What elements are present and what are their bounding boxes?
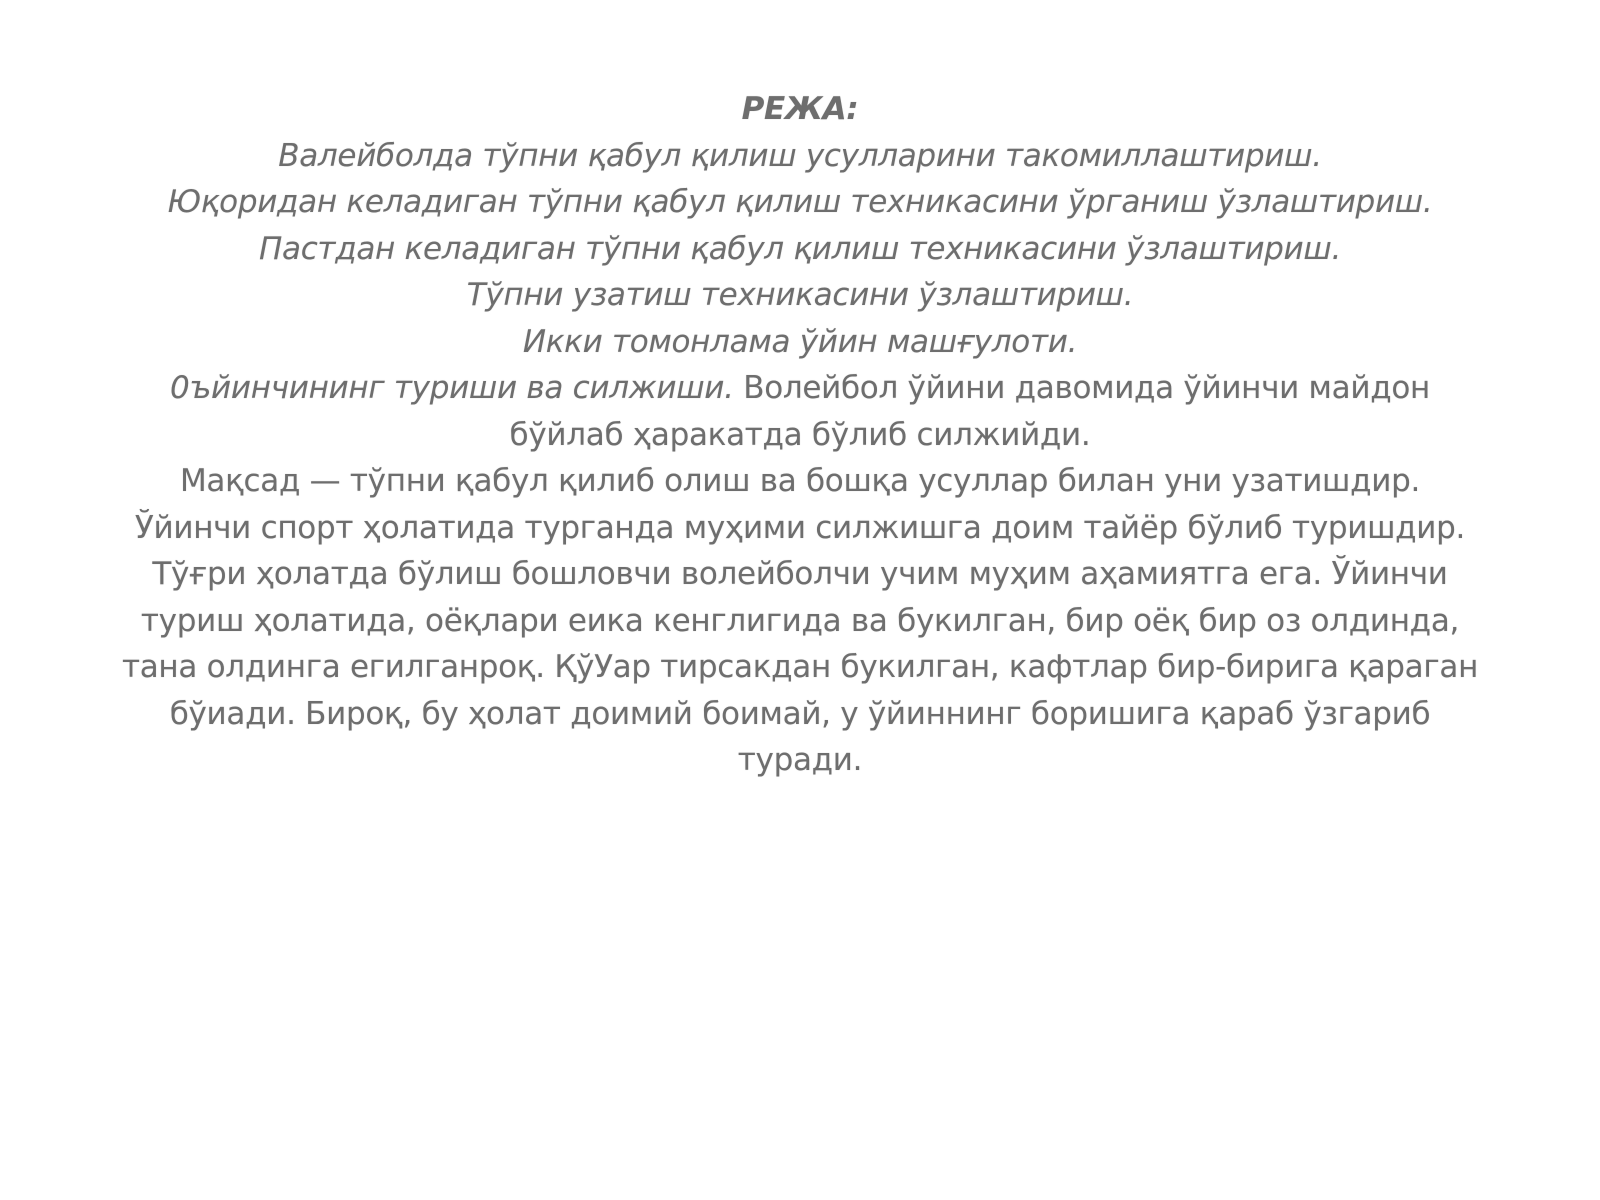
position-paragraph: Тўғри ҳолатда бўлиш бошловчи волейболчи учим муҳим аҳамиятга ега. Ўйинчи туриш ҳолатида, оёқлари еика кенглигида ва букилган, бир оёқ бир оз олдинда, тана олдинга егилганроқ. ҚўУар тирсакдан букилган, кафтлар бир-бирига қараган бўиади. Бироқ, бу ҳолат доимий боимай, у ўйиннинг боришига қараб ўзгариб туради. (121, 556, 1479, 778)
slide-text-block (110, 86, 1490, 784)
plan-item-4: Тўпни узатиш техникасини ўзлаштириш. (466, 277, 1134, 313)
plan-item-2: Юқоридан келадиган тўпни қабул қилиш техникасини ўрганиш ўзлаштириш. (167, 184, 1433, 220)
goal-sentence: Мақсад — тўпни қабул қилиб олиш ва бошқа усуллар билан уни узатишдир. (179, 463, 1421, 499)
plan-item-5: Икки томонлама ўйин машғулоти. (522, 323, 1078, 360)
intro-text: Волейбол ўйини давомида ўйинчи майдон бўйлаб ҳаракатда бўлиб силжийди. (509, 370, 1430, 453)
plan-title: РЕЖА: (741, 91, 859, 127)
plan-item-3: Пастдан келадиган тўпни қабул қилиш техникасини ўзлаштириш. (258, 230, 1342, 267)
intro-paragraph (110, 365, 1490, 458)
plan-item-1: Валейболда тўпни қабул қилиш усулларини такомиллаштириш. (278, 137, 1322, 174)
section-heading: 0ъйинчининг туриши ва силжиши. (170, 370, 734, 406)
readiness-sentence: Ўйинчи спорт ҳолатида турганда муҳими силжишга доим тайёр бўлиб туришдир. (134, 509, 1466, 546)
